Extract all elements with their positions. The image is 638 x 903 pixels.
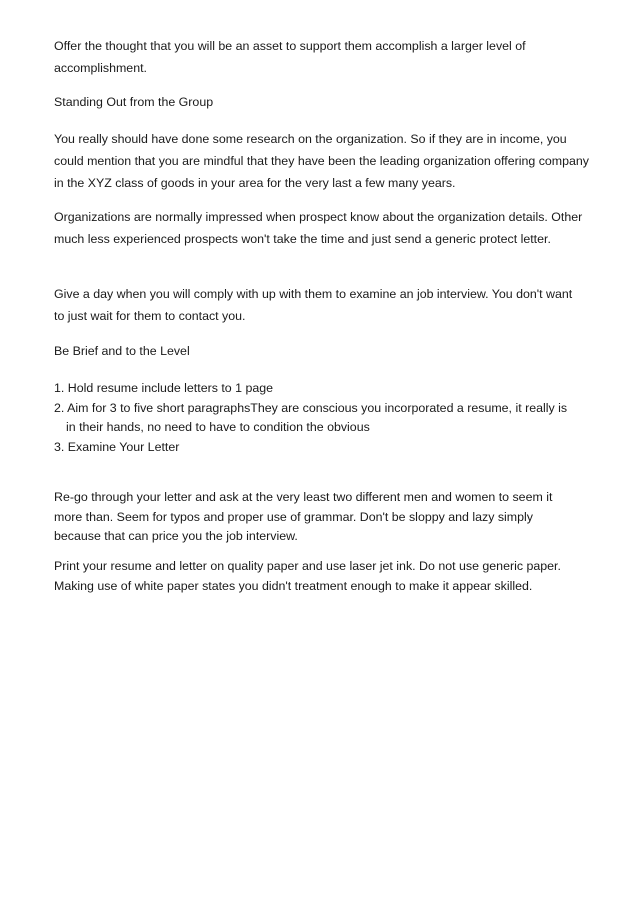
tips-list (54, 379, 574, 457)
list-item: 2. Aim for 3 to five short paragraphsThey are conscious you incorporated a resume, it really is in their hands, no need to have to condition the obvious (54, 400, 568, 434)
paragraph-print: Print your resume and letter on quality paper and use laser jet ink. Do not use generic paper. Making use of white paper states you didn't treatment enough to make it appear skilled. (54, 559, 561, 593)
list-item: 1. Hold resume include letters to 1 page (54, 381, 274, 395)
heading-be-brief: Be Brief and to the Level (54, 344, 190, 358)
paragraph-reread: Re-go through your letter and ask at the very least two different men and women to seem it more than. Seem for typos and proper use of grammar. Don't be sloppy and lazy simply because that can price you the job interview. (54, 490, 553, 543)
heading-standing-out: Standing Out from the Group (54, 95, 214, 109)
paragraph-organizations: Organizations are normally impressed when prospect know about the organization details. Other much less experienced prospects won't take the time and just send a generic protect letter. (54, 210, 583, 246)
paragraph-asset: Offer the thought that you will be an asset to support them accomplish a larger level of accomplishment. (54, 39, 526, 75)
paragraph-follow-up: Give a day when you will comply with up with them to examine an job interview. You don't want to just wait for them to contact you. (54, 287, 573, 323)
list-item: 3. Examine Your Letter (54, 439, 180, 454)
paragraph-research: You really should have done some research on the organization. So if they are in income, you could mention that you are mindful that they have been the leading organization offering company in the XYZ class of goods in your area for the very last a few many years. (54, 132, 589, 190)
